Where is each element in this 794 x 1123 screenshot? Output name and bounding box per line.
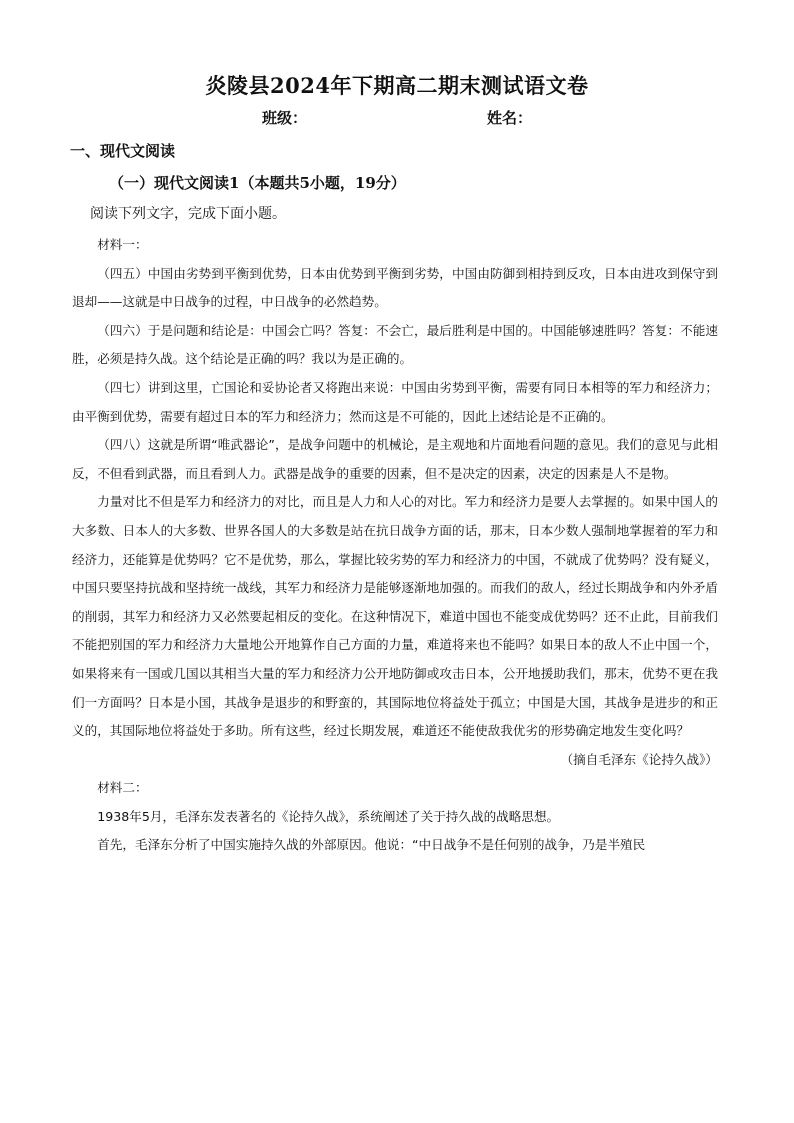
material2-paragraph-1: 1938年5月，毛泽东发表著名的《论持久战》，系统阐述了关于持久战的战略思想。 (97, 808, 560, 824)
paragraph-47: （四七）讲到这里，亡国论和妥协论者又将跑出来说：中国由劣势到平衡，需要有同日本相等的军力和经济力；由平衡到优势，需要有超过日本的军力和经济力；然而这是不可能的，因此上述结论是不正确的。 (72, 379, 718, 424)
material1-label: 材料一： (97, 237, 148, 252)
class-label: 班级： (262, 109, 308, 127)
name-label: 姓名： (487, 109, 533, 127)
paragraph-45: （四五）中国由劣势到平衡到优势，日本由优势到平衡到劣势，中国由防御到相持到反攻，日本由进攻到保守到退却——这就是中日战争的过程，中日战争的必然趋势。 (72, 265, 718, 310)
paragraph-48: （四八）这就是所谓“唯武器论”，是战争问题中的机械论，是主观地和片面地看问题的意见。我们的意见与此相反，不但看到武器，而且看到人力。武器是战争的重要的因素，但不是决定的因素，决定的因素是人不是物。 (72, 437, 718, 481)
material2-paragraph-2: 首先，毛泽东分析了中国实施持久战的外部原因。他说：“中日战争不是任何别的战争，乃是半殖民 (97, 837, 646, 853)
paragraph-46: （四六）于是问题和结论是：中国会亡吗？答复：不会亡，最后胜利是中国的。中国能够速胜吗？答复：不能速胜，必须是持久战。这个结论是正确的吗？我以为是正确的。 (72, 322, 718, 367)
reading-passage (72, 231, 718, 860)
material2-label: 材料二： (97, 780, 148, 796)
subsection-heading: （一）现代文阅读1（本题共5小题，19分） (109, 174, 406, 192)
paragraph-force-comparison: 力量对比不但是军力和经济力的对比，而且是人力和人心的对比。军力和经济力是要人去掌握的。如果中国人的大多数、日本人的大多数、世界各国人的大多数是站在抗日战争方面的话，那末，日本少数人强制地掌握着的军力和经济力，还能算是优势吗？它不是优势，那么，掌握比较劣势的军力和经济力的中国，不就成了优势吗？没有疑义，中国只要坚持抗战和坚持统一战线，其军力和经济力是能够逐渐地加强的。而我们的敌人，经过长期战争和内外矛盾的削弱，其军力和经济力又必然要起相反的变化。在这种情况下，难道中国也不能变成优势吗？还不止此，目前我们不能把别国的军力和经济力大量地公开地算作自己方面的力量，难道将来也不能吗？如果日本的敌人不止中国一个，如果将来有一国或几国以其相当大量的军力和经济力公开地防御或攻击日本，公开地援助我们，那末，优势不更在我们一方面吗？日本是小国，其战争是退步的和野蛮的，其国际地位将益处于孤立；中国是大国，其战争是进步的和正义的，其国际地位将益处于多助。所有这些，经过长期发展，难道还不能使敌我优劣的形势确定地发生变化吗？ (72, 494, 718, 739)
section-heading: 一、现代文阅读 (70, 142, 176, 160)
exam-title: 炎陵县2024年下期高二期末测试语文卷 (205, 73, 589, 98)
source-citation: （摘自毛泽东《论持久战》） (560, 751, 718, 767)
instruction-text: 阅读下列文字，完成下面小题。 (90, 206, 286, 222)
